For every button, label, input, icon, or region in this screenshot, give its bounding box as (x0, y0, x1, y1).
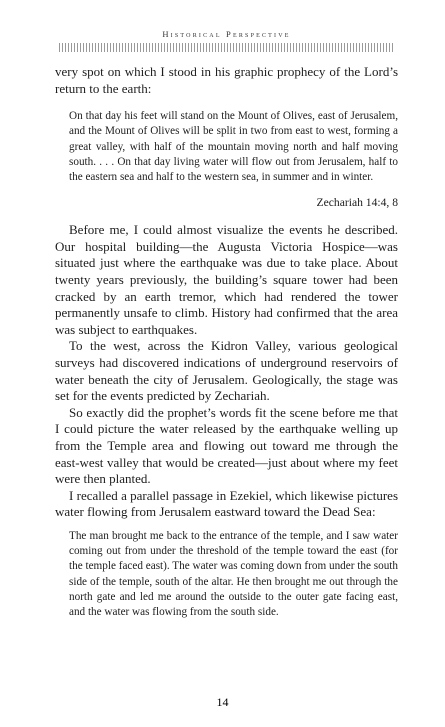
quote-citation: Zechariah 14:4, 8 (316, 196, 398, 210)
block-quote-ezekiel: The man brought me back to the entrance of the temple, and I saw water coming out from under the threshold of the temple toward the east (for the temple faced east). The water was coming down from under the south side of the temple, south of the altar. He then brought me out through the north gate and led me around the outside to the outer gate facing east, and the water was flowing from the south side. (69, 529, 398, 618)
block-quote-zechariah: On that day his feet will stand on the Mount of Olives, east of Jerusalem, and the Mount of Olives will be split in two from east to west, forming a great valley, with half of the mountain moving north and half moving south. . . . On that day living water will flow out from Jerusalem, half to the eastern sea and half to the western sea, in summer and in winter. (69, 110, 398, 183)
paragraph-ezekiel-intro: I recalled a parallel passage in Ezekiel, which likewise pictures water flowing from Jerusalem eastward toward the Dead Sea: (55, 487, 398, 520)
paragraph-continued: very spot on which I stood in his graphic prophecy of the Lord’s return to the earth: (55, 64, 398, 96)
paragraph-kidron-valley: To the west, across the Kidron Valley, various geological surveys had discovered indications of underground reservoirs of water beneath the city of Jerusalem. Geologically, the stage was set for the events predicted by Zechariah. (55, 338, 398, 404)
page-number: 14 (216, 695, 229, 709)
decorative-rule-band (59, 43, 394, 52)
running-head: Historical Perspective (162, 29, 291, 39)
paragraph-prophet-words: So exactly did the prophet’s words fit the scene before me that I could picture the water released by the earthquake welling up from the Temple area and flowing out toward me through the east-west valley that would be created—just about where my feet were then planted. (55, 404, 398, 487)
paragraph-augusta-victoria: Before me, I could almost visualize the events he described. Our hospital building—the Augusta Victoria Hospice—was situated just where the earthquake was due to take place. About twenty years previously, the building’s square tower had been cracked by an earth tremor, which had rendered the tower permanently unsafe to climb. History had confirmed that the area was subject to earthquakes. (55, 222, 398, 337)
